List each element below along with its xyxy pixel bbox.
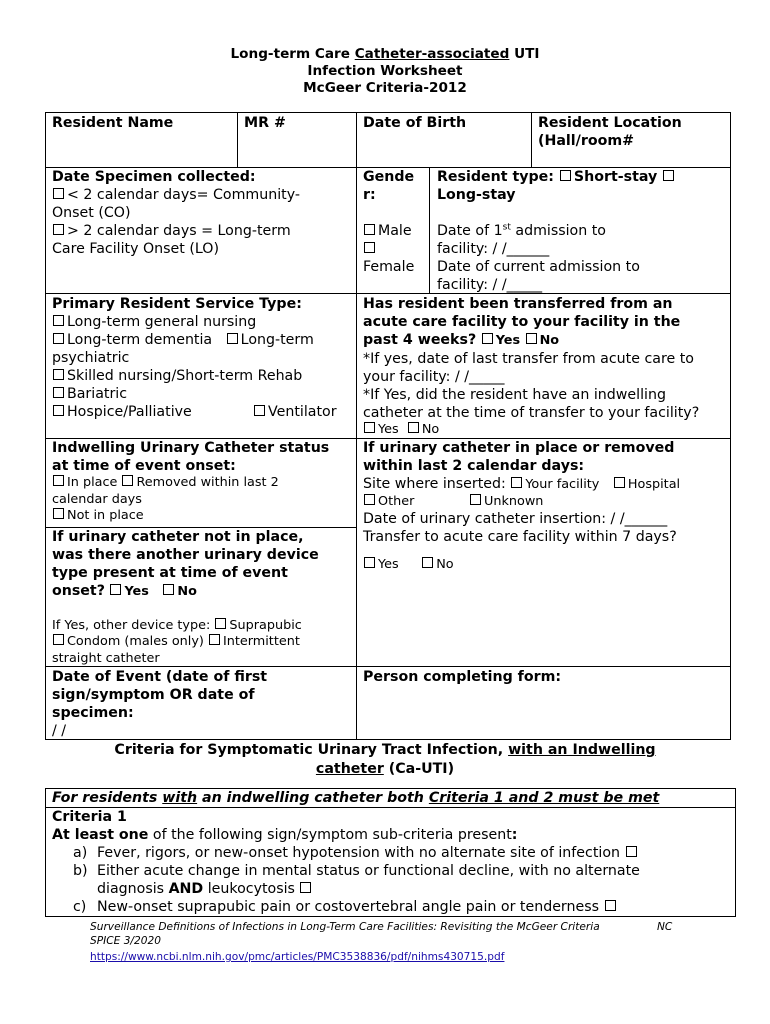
no-label: No — [177, 584, 197, 599]
device-type-line — [52, 618, 352, 635]
footer-link[interactable]: https://www.ncbi.nlm.nih.gov/pmc/articles/PMC3538836/pdf/nihms430715.pdf — [90, 951, 505, 963]
service-option-label: Skilled nursing/Short-term Rehab — [67, 368, 303, 384]
service-option-label: Long-term — [240, 332, 314, 348]
specimen-option-co-label: < 2 calendar days= Community- — [67, 187, 300, 203]
gender-male-option[interactable] — [363, 222, 414, 240]
transfer-section — [363, 295, 729, 438]
in-place-label: In place — [67, 475, 118, 490]
transfer-date-note: *If yes, date of last transfer from acute care to — [363, 350, 694, 367]
footer-spice: SPICE 3/2020 — [90, 935, 161, 947]
service-option-label: Long-term general nursing — [67, 314, 257, 330]
criterion-c-text: New-onset suprapubic pain or costovertebral angle pain or tenderness — [97, 899, 600, 915]
site-inserted — [363, 475, 729, 494]
checkbox-icon[interactable] — [364, 494, 375, 505]
resident-type-section — [437, 168, 677, 294]
catheter-status-section — [52, 439, 352, 525]
checkbox-icon[interactable] — [53, 475, 64, 486]
checkbox-icon[interactable] — [408, 422, 419, 433]
other-device-section — [52, 528, 352, 667]
criterion-c — [52, 898, 732, 916]
catheter-removed-section — [363, 439, 729, 574]
catheter-status-title: Indwelling Urinary Catheter status — [52, 440, 330, 456]
resident-type-line1 — [437, 168, 677, 186]
transfer-question-3-text: past 4 weeks? — [363, 332, 477, 348]
criteria-heading-text-2: (Ca-UTI) — [383, 761, 455, 777]
removed-label: Removed within last 2 — [136, 475, 279, 490]
gender-female-label: Female — [363, 259, 415, 275]
gender-label-2: r: — [363, 187, 376, 203]
removed-label-2: calendar days — [52, 491, 142, 507]
service-option[interactable] — [52, 313, 352, 331]
criterion-b-text-3: leukocytosis — [203, 881, 295, 897]
checkbox-icon[interactable] — [626, 846, 637, 857]
transfer-question-2: acute care facility to your facility in the — [363, 314, 681, 330]
checkbox-icon[interactable] — [364, 224, 375, 235]
condom-label: Condom (males only) — [67, 634, 204, 649]
current-admission-date[interactable]: facility: / /_____ — [437, 277, 543, 293]
first-admission — [437, 222, 677, 240]
criteria-heading-underlined-2: catheter — [315, 761, 384, 777]
form-criteria-version: McGeer Criteria-2012 — [303, 80, 467, 96]
form-subtitle: Infection Worksheet — [307, 63, 463, 79]
service-option-label: psychiatric — [52, 350, 130, 366]
gender-female-option[interactable] — [363, 240, 414, 258]
table-col-line — [429, 167, 430, 294]
checkbox-icon[interactable] — [227, 333, 238, 344]
yes-label: Yes — [378, 557, 399, 572]
other-device-question-3: type present at time of event — [52, 565, 288, 581]
checkbox-icon[interactable] — [209, 634, 220, 645]
checkbox-icon[interactable] — [53, 405, 64, 416]
checkbox-icon[interactable] — [53, 188, 64, 199]
service-option-label: Ventilator — [268, 404, 337, 420]
site-option: Unknown — [484, 493, 544, 509]
no-label: No — [421, 421, 440, 437]
at-least-one-text: of the following sign/symptom sub-criteria present — [148, 827, 512, 843]
resident-type-title: Resident type: — [437, 169, 554, 185]
specimen-option-lo[interactable] — [52, 222, 300, 240]
location-label-line1: Resident Location — [538, 115, 682, 131]
criterion-a-text: Fever, rigors, or new-onset hypotension with no alternate site of infection — [97, 845, 621, 861]
criterion-a-label: a) — [73, 845, 88, 861]
onset-label: onset? — [52, 583, 105, 599]
criterion-b — [52, 862, 732, 880]
service-option-label: Long-term dementia — [67, 332, 213, 348]
specimen-section — [52, 168, 300, 258]
location-label-line2: (Hall/room# — [538, 133, 635, 149]
banner-text-2: an indwelling catheter both — [197, 790, 429, 806]
gender-male-label: Male — [378, 223, 412, 239]
checkbox-icon[interactable] — [215, 618, 226, 629]
first-admission-date[interactable]: facility: / /______ — [437, 241, 550, 257]
checkbox-icon[interactable] — [364, 557, 375, 568]
footer-nc: NC — [657, 921, 673, 933]
checkbox-icon[interactable] — [605, 900, 616, 911]
checkbox-icon[interactable] — [53, 315, 64, 326]
site-option: Your facility — [525, 477, 600, 492]
footer-citation-text: Surveillance Definitions of Infections in Long-Term Care Facilities: Revisiting the McGeer Criteria — [90, 921, 600, 933]
criteria-heading-2 — [0, 760, 770, 778]
checkbox-icon[interactable] — [482, 333, 493, 344]
criterion-b-and: AND — [168, 881, 204, 897]
criterion-b-2 — [52, 880, 732, 898]
event-date-section — [52, 668, 352, 740]
gender-section — [363, 168, 414, 276]
insertion-date-field[interactable]: Date of urinary catheter insertion: / /______ — [363, 511, 668, 527]
title-text: Long-term Care — [230, 46, 355, 62]
service-type-title: Primary Resident Service Type: — [52, 296, 302, 312]
event-date-label-3: specimen: — [52, 705, 134, 721]
gender-label: Gende — [363, 169, 415, 185]
specimen-option-lo-label-2: Care Facility Onset (LO) — [52, 241, 219, 257]
table-border-top — [45, 112, 731, 113]
criteria-heading-text: Criteria for Symptomatic Urinary Tract Infection, — [114, 742, 509, 758]
service-option-label: Bariatric — [67, 386, 128, 402]
no-label: No — [539, 333, 560, 348]
dob-label: Date of Birth — [363, 115, 467, 131]
checkbox-icon[interactable] — [511, 477, 522, 488]
transfer-question: Has resident been transferred from an — [363, 296, 673, 312]
specimen-title: Date Specimen collected: — [52, 169, 256, 185]
criterion-b-text-2: diagnosis — [97, 881, 169, 897]
straight-catheter-label: straight catheter — [52, 650, 160, 666]
service-option[interactable] — [52, 385, 352, 403]
checkbox-icon[interactable] — [422, 557, 433, 568]
criterion-b-text: Either acute change in mental status or functional decline, with no alternate — [97, 863, 640, 879]
criteria-heading — [0, 741, 770, 759]
criterion-a — [52, 844, 732, 862]
yes-label: Yes — [124, 584, 149, 599]
criteria-heading-underlined: with an Indwelling — [508, 742, 656, 758]
checkbox-icon[interactable] — [53, 369, 64, 380]
checkbox-icon[interactable] — [364, 242, 375, 253]
criteria-1-section — [52, 808, 732, 916]
not-in-place-option[interactable] — [52, 508, 352, 525]
transfer-date-field[interactable]: your facility: / /_____ — [363, 368, 505, 385]
form-title — [0, 46, 770, 63]
suprapubic-label: Suprapubic — [229, 617, 302, 633]
banner-underlined-2: Criteria 1 and 2 must be met — [428, 790, 660, 806]
banner-underlined: with — [162, 790, 198, 806]
catheter-removed-title: If urinary catheter in place or removed — [363, 440, 675, 456]
criterion-b-label: b) — [73, 863, 88, 879]
checkbox-icon[interactable] — [53, 508, 64, 519]
specimen-option-co[interactable] — [52, 186, 300, 204]
transfer-catheter-note-2: catheter at the time of transfer to your facility? — [363, 404, 700, 421]
at-least-one-colon: : — [511, 827, 518, 843]
long-stay-label: Long-stay — [437, 187, 516, 203]
short-stay-label: Short-stay — [573, 169, 658, 185]
checkbox-icon[interactable] — [53, 333, 64, 344]
checkbox-icon[interactable] — [53, 387, 64, 398]
table-col-line — [237, 112, 238, 168]
mr-label: MR # — [244, 115, 286, 131]
footer-citation — [90, 921, 690, 935]
service-type-section — [52, 295, 352, 421]
device-type-label: If Yes, other device type: — [52, 617, 211, 633]
checkbox-icon[interactable] — [614, 477, 625, 488]
first-admission-text-2: admission to — [510, 223, 606, 239]
checkbox-icon[interactable] — [53, 634, 64, 645]
banner-text: For residents — [52, 790, 163, 806]
yes-label: Yes — [378, 421, 399, 437]
not-in-place-label: Not in place — [67, 508, 144, 523]
site-inserted-2 — [363, 494, 729, 511]
criterion-c-label: c) — [73, 899, 87, 915]
other-device-question-2: was there another urinary device — [52, 547, 319, 563]
location-label — [538, 114, 682, 150]
checkbox-icon[interactable] — [110, 584, 121, 595]
transfer-catheter-note: *If Yes, did the resident have an indwelling — [363, 386, 666, 403]
no-label: No — [436, 557, 454, 572]
transfer-question-3 — [363, 331, 729, 350]
checkbox-icon[interactable] — [122, 475, 133, 486]
current-admission: Date of current admission to — [437, 259, 640, 275]
service-option[interactable] — [52, 367, 352, 385]
site-option: Hospital — [627, 477, 681, 492]
checkbox-icon[interactable] — [254, 405, 265, 416]
site-option: Other — [378, 493, 415, 509]
at-least-one-line — [52, 826, 732, 844]
table-border-right — [730, 112, 731, 740]
at-least-one-label: At least one — [52, 827, 149, 843]
first-admission-sup: st — [502, 222, 511, 233]
person-completing-label: Person completing form: — [363, 669, 562, 685]
checkbox-icon[interactable] — [53, 224, 64, 235]
event-date-field[interactable]: / / — [52, 723, 67, 739]
service-option[interactable] — [52, 331, 352, 349]
table-border-left — [45, 112, 46, 740]
checkbox-icon[interactable] — [470, 494, 481, 505]
criteria-banner — [52, 789, 659, 807]
catheter-removed-title-2: within last 2 calendar days: — [363, 458, 585, 474]
service-option[interactable] — [52, 403, 352, 421]
catheter-status-options — [52, 475, 352, 492]
title-underlined: Catheter-associated — [354, 46, 510, 62]
catheter-status-title-2: at time of event onset: — [52, 458, 236, 474]
other-device-question-4 — [52, 582, 352, 601]
table-col-line — [356, 112, 357, 740]
transfer-7-days: Transfer to acute care facility within 7 days? — [363, 529, 677, 545]
checkbox-icon[interactable] — [163, 584, 174, 595]
first-admission-text: Date of 1 — [437, 223, 503, 239]
checkbox-icon[interactable] — [364, 422, 375, 433]
criteria-1-title: Criteria 1 — [52, 809, 127, 825]
checkbox-icon[interactable] — [526, 333, 537, 344]
specimen-option-co-label-2: Onset (CO) — [52, 205, 131, 221]
resident-name-label: Resident Name — [52, 115, 174, 131]
checkbox-icon[interactable] — [300, 882, 311, 893]
other-device-question: If urinary catheter not in place, — [52, 529, 304, 545]
title-text-end: UTI — [509, 46, 540, 62]
service-option-label: Hospice/Palliative — [67, 404, 192, 420]
yes-label: Yes — [495, 333, 521, 348]
intermittent-label: Intermittent — [222, 634, 300, 649]
device-type-line-2 — [52, 634, 352, 651]
transfer-catheter-options — [363, 422, 729, 439]
checkbox-icon[interactable] — [663, 170, 674, 181]
site-inserted-label: Site where inserted: — [363, 476, 506, 492]
checkbox-icon[interactable] — [560, 170, 571, 181]
event-date-label: Date of Event (date of first — [52, 669, 268, 685]
specimen-option-lo-label: > 2 calendar days = Long-term — [67, 223, 291, 239]
transfer-7-days-options — [363, 555, 729, 574]
event-date-label-2: sign/symptom OR date of — [52, 687, 255, 703]
table-col-line — [531, 112, 532, 168]
